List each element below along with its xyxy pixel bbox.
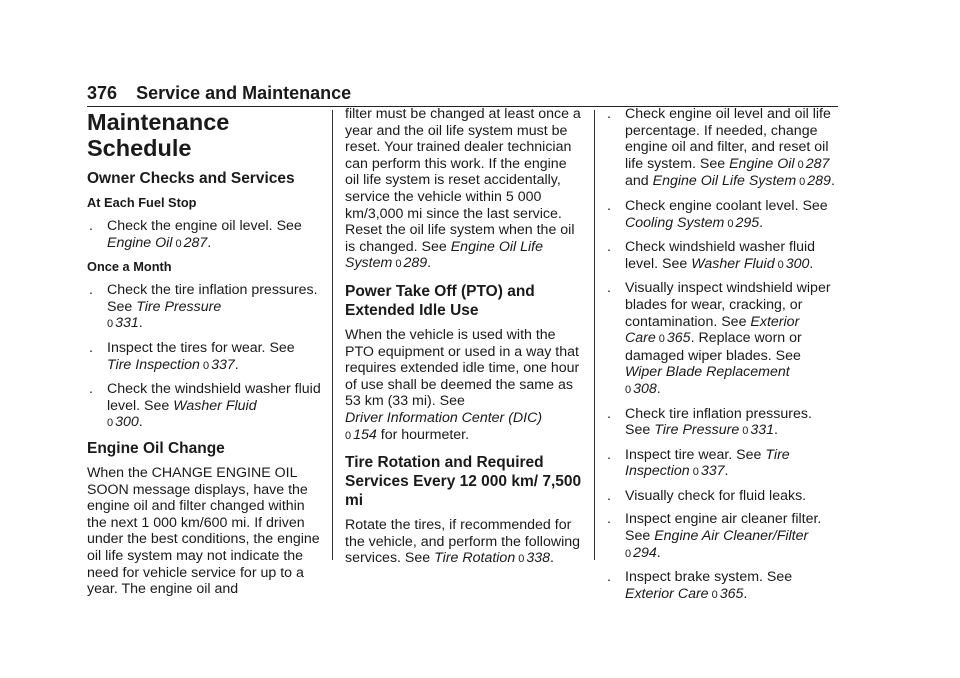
page-arrow-icon: 0 xyxy=(395,258,402,271)
page-number: 376 xyxy=(87,83,118,103)
page-arrow-icon: 0 xyxy=(742,425,749,438)
page-title: Maintenance Schedule xyxy=(87,109,230,161)
list-item: . Check engine oil level and oil life percentage. If needed, change engine oil and filter, and reset oil life system. See Engine Oil 0 287 and Engine Oil Life System 0 289. xyxy=(607,106,835,190)
page-arrow-icon: 0 xyxy=(658,333,665,346)
page-arrow-icon: 0 xyxy=(107,318,114,331)
monthly-list xyxy=(87,282,323,432)
page-reference[interactable]: 338 xyxy=(526,550,551,567)
page-arrow-icon: 0 xyxy=(175,237,182,250)
heading-owner-checks: Owner Checks and Services xyxy=(87,170,295,187)
paragraph-pto: When the vehicle is used with the PTO equipment or used in a way that requires extended idle time, one hour of use shall be deemed the same as 53 km (33 mi). See Driver Information Center (DIC) 0 154 for hourmeter. xyxy=(345,326,580,443)
page-arrow-icon: 0 xyxy=(711,588,718,601)
page-arrow-icon: 0 xyxy=(777,258,784,271)
subheading-fuel-stop: At Each Fuel Stop xyxy=(87,195,197,210)
bullet: . xyxy=(607,405,611,422)
bullet: . xyxy=(607,487,611,504)
cross-reference-link[interactable]: Wiper Blade Replacement xyxy=(625,364,790,381)
cross-reference-link[interactable]: Washer Fluid xyxy=(173,397,257,414)
bullet: . xyxy=(607,197,611,214)
page-arrow-icon: 0 xyxy=(797,158,804,171)
page-reference[interactable]: 337 xyxy=(211,356,235,373)
column-2 xyxy=(345,106,583,573)
page-reference[interactable]: 294 xyxy=(633,544,657,561)
page-reference[interactable]: 331 xyxy=(750,422,775,439)
section-title: Service and Maintenance xyxy=(136,83,352,103)
heading-pto: Power Take Off (PTO) and Extended Idle Use xyxy=(345,282,535,319)
paragraph-engine-oil-continued: filter must be changed at least once a year and the oil life system must be reset. Your trained dealer technician can perform this work. If the engine oil life system is reset accidentally, service the vehicle within 5 000 km/3,000 mi since the last service. Reset the oil life system when the oil is changed. See Engine Oil Life System 0 289. xyxy=(345,106,581,272)
page-reference[interactable]: 287 xyxy=(183,234,208,251)
cross-reference-link[interactable]: Tire Inspection xyxy=(107,356,200,373)
cross-reference-link[interactable]: Exterior Care xyxy=(625,313,800,347)
cross-reference-link[interactable]: Engine Air Cleaner/Filter xyxy=(654,528,809,545)
page-arrow-icon: 0 xyxy=(625,383,632,396)
list-item: . Check the windshield washer fluid level. See Washer Fluid 0 300. xyxy=(89,381,321,431)
heading-engine-oil-change: Engine Oil Change xyxy=(87,439,225,457)
list-item: . Check tire inflation pressures. See Tire Pressure 0 331. xyxy=(607,405,812,439)
page-reference[interactable]: 289 xyxy=(807,173,831,190)
bullet: . xyxy=(607,239,611,256)
list-item: . Check windshield washer fluid level. See Washer Fluid 0 300. xyxy=(607,239,816,272)
list-item: . Visually check for fluid leaks. xyxy=(607,487,807,504)
page-reference[interactable]: 300 xyxy=(115,414,139,431)
page-arrow-icon: 0 xyxy=(202,359,210,372)
list-item: . Visually inspect windshield wiper blades for wear, cracking, or contamination. See Exterior Care 0 365. Replace worn or damaged wiper blades. See Wiper Blade Replacement 0 308. xyxy=(607,280,831,397)
page-reference[interactable]: 295 xyxy=(735,214,760,231)
page-reference[interactable]: 300 xyxy=(785,255,810,272)
column-3 xyxy=(605,106,841,610)
cross-reference-link[interactable]: Cooling System xyxy=(625,214,725,231)
paragraph-engine-oil: When the CHANGE ENGINE OIL SOON message displays, have the engine oil and filter changed within the next 1 000 km/600 mi. If driven under the best conditions, the engine oil life system may not indicate the need for vehicle service for up to a year. The engine oil and xyxy=(87,464,320,598)
list-item: . Check engine coolant level. See Cooling System 0 295. xyxy=(607,197,828,231)
list-item: . Inspect brake system. See Exterior Care 0 365. xyxy=(607,569,793,602)
page-reference[interactable]: 289 xyxy=(403,255,428,272)
cross-reference-link[interactable]: Driver Information Center (DIC) xyxy=(345,409,543,426)
bullet: . xyxy=(89,218,93,234)
page-arrow-icon: 0 xyxy=(727,217,734,230)
heading-tire-rotation: Tire Rotation and Required Services Every 12 000 km/ 7,500 mi xyxy=(345,454,582,510)
column-1 xyxy=(87,106,323,603)
list-item: . Inspect tire wear. See Tire Inspection 0 337. xyxy=(607,446,790,480)
page-arrow-icon: 0 xyxy=(799,176,806,189)
cross-reference-link[interactable]: Tire Inspection xyxy=(625,446,790,480)
cross-reference-link[interactable]: Engine Oil xyxy=(729,155,795,172)
cross-reference-link[interactable]: Exterior Care xyxy=(625,585,709,602)
list-item: . Inspect the tires for wear. See Tire Inspection 0 337. xyxy=(89,339,295,373)
page-reference[interactable]: 337 xyxy=(700,463,725,480)
list-item: . Inspect engine air cleaner filter. See Engine Air Cleaner/Filter 0 294. xyxy=(607,511,822,561)
cross-reference-link[interactable]: Washer Fluid xyxy=(691,255,775,272)
paragraph-tire-rotation: Rotate the tires, if recommended for the vehicle, and perform the following services. See Tire Rotation 0 338. xyxy=(345,517,581,567)
page-arrow-icon: 0 xyxy=(345,429,352,442)
cross-reference-link[interactable]: Tire Rotation xyxy=(434,550,516,567)
page-reference[interactable]: 365 xyxy=(666,330,691,347)
bullet: . xyxy=(607,511,611,528)
bullet: . xyxy=(607,280,611,297)
service-list xyxy=(605,106,841,603)
page-reference[interactable]: 308 xyxy=(633,380,657,397)
cross-reference-link[interactable]: Tire Pressure xyxy=(654,422,740,439)
bullet: . xyxy=(607,106,611,122)
bullet: . xyxy=(89,381,93,398)
cross-reference-link[interactable]: Engine Oil xyxy=(107,234,173,251)
cross-reference-link[interactable]: Engine Oil Life System xyxy=(345,238,543,272)
page-reference[interactable]: 154 xyxy=(353,426,377,443)
bullet: . xyxy=(607,446,611,463)
list-item: . Check the tire inflation pressures. See Tire Pressure 0 331. xyxy=(89,282,318,332)
page-arrow-icon: 0 xyxy=(107,417,114,430)
page-reference[interactable]: 365 xyxy=(719,585,744,602)
fuel-stop-list xyxy=(87,218,323,252)
page-arrow-icon: 0 xyxy=(692,466,699,479)
page-reference[interactable]: 331 xyxy=(115,315,139,332)
page-arrow-icon: 0 xyxy=(625,547,632,560)
cross-reference-link[interactable]: Engine Oil Life System xyxy=(652,173,797,190)
column-divider-2 xyxy=(594,110,595,560)
subheading-once-a-month: Once a Month xyxy=(87,259,172,275)
bullet: . xyxy=(89,339,93,356)
column-divider-1 xyxy=(332,110,333,560)
page-reference[interactable]: 287 xyxy=(805,155,830,172)
page-arrow-icon: 0 xyxy=(518,553,525,566)
bullet: . xyxy=(607,569,611,586)
list-item: . Check the engine oil level. See Engine Oil 0 287. xyxy=(89,218,302,251)
bullet: . xyxy=(89,282,93,299)
page-header xyxy=(87,81,838,107)
cross-reference-link[interactable]: Tire Pressure xyxy=(136,298,222,315)
